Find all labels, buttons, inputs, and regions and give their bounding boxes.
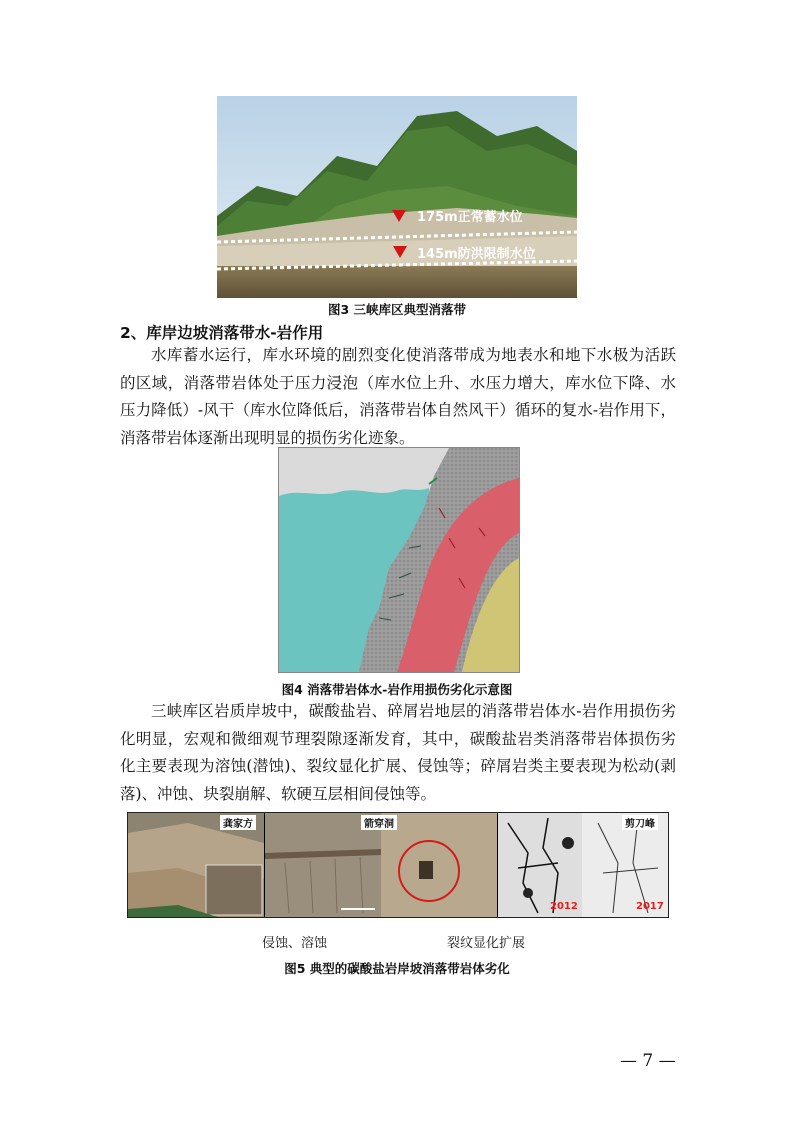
photo-panel-jiandaofeng [498, 813, 668, 917]
section-heading: 2、库岸边坡消落带水-岩作用 [120, 324, 324, 342]
label-jianchuandong: 箭穿洞 [361, 815, 397, 830]
photo-panel-gongjiafang [128, 813, 264, 917]
figure-5-photos [127, 812, 669, 918]
figure-3-photo [217, 96, 577, 298]
figure-4-caption: 图4 消落带岩体水-岩作用损伤劣化示意图 [281, 682, 513, 697]
label-normal-water-level: 175m正常蓄水位 [417, 210, 523, 225]
label-year-2017: 2017 [636, 901, 664, 912]
subcaption-erosion: 侵蚀、溶蚀 [262, 936, 328, 951]
figure-5-caption: 图5 典型的碳酸盐岩岸坡消落带岩体劣化 [284, 961, 510, 976]
paragraph-1: 水库蓄水运行，库水环境的剧烈变化使消落带成为地表水和地下水极为活跃的区域，消落带岩体处于压力浸泡（库水位上升、水压力增大，库水位下降、水压力降低）-风干（库水位降低后，消落带岩体自然风干）循环的复水-岩作用下，消落带岩体逐渐出现明显的损伤劣化迹象。 [120, 346, 676, 447]
figure-4-diagram [278, 447, 520, 673]
paragraph-2: 三峡库区岩质岸坡中，碳酸盐岩、碎屑岩地层的消落带岩体水-岩作用损伤劣化明显，宏观和微细观节理裂隙逐渐发育，其中，碳酸盐岩类消落带岩体损伤劣化主要表现为溶蚀(潜蚀)、裂纹显化扩展、侵蚀等；碎屑岩类主要表现为松动(剥落)、冲蚀、块裂崩解、软硬互层相间侵蚀等。 [120, 702, 676, 803]
label-flood-limit-level: 145m防洪限制水位 [417, 247, 536, 262]
page-number: — 7 — [620, 1051, 676, 1071]
subcaption-crack-expansion: 裂纹显化扩展 [447, 936, 526, 951]
photo-panel-jianchuandong [265, 813, 497, 917]
label-gongjiafang: 龚家方 [220, 815, 256, 830]
label-year-2012: 2012 [550, 901, 578, 912]
label-jiandaofeng: 剪刀峰 [622, 815, 658, 830]
figure-3-caption: 图3 三峡库区典型消落带 [327, 302, 467, 317]
